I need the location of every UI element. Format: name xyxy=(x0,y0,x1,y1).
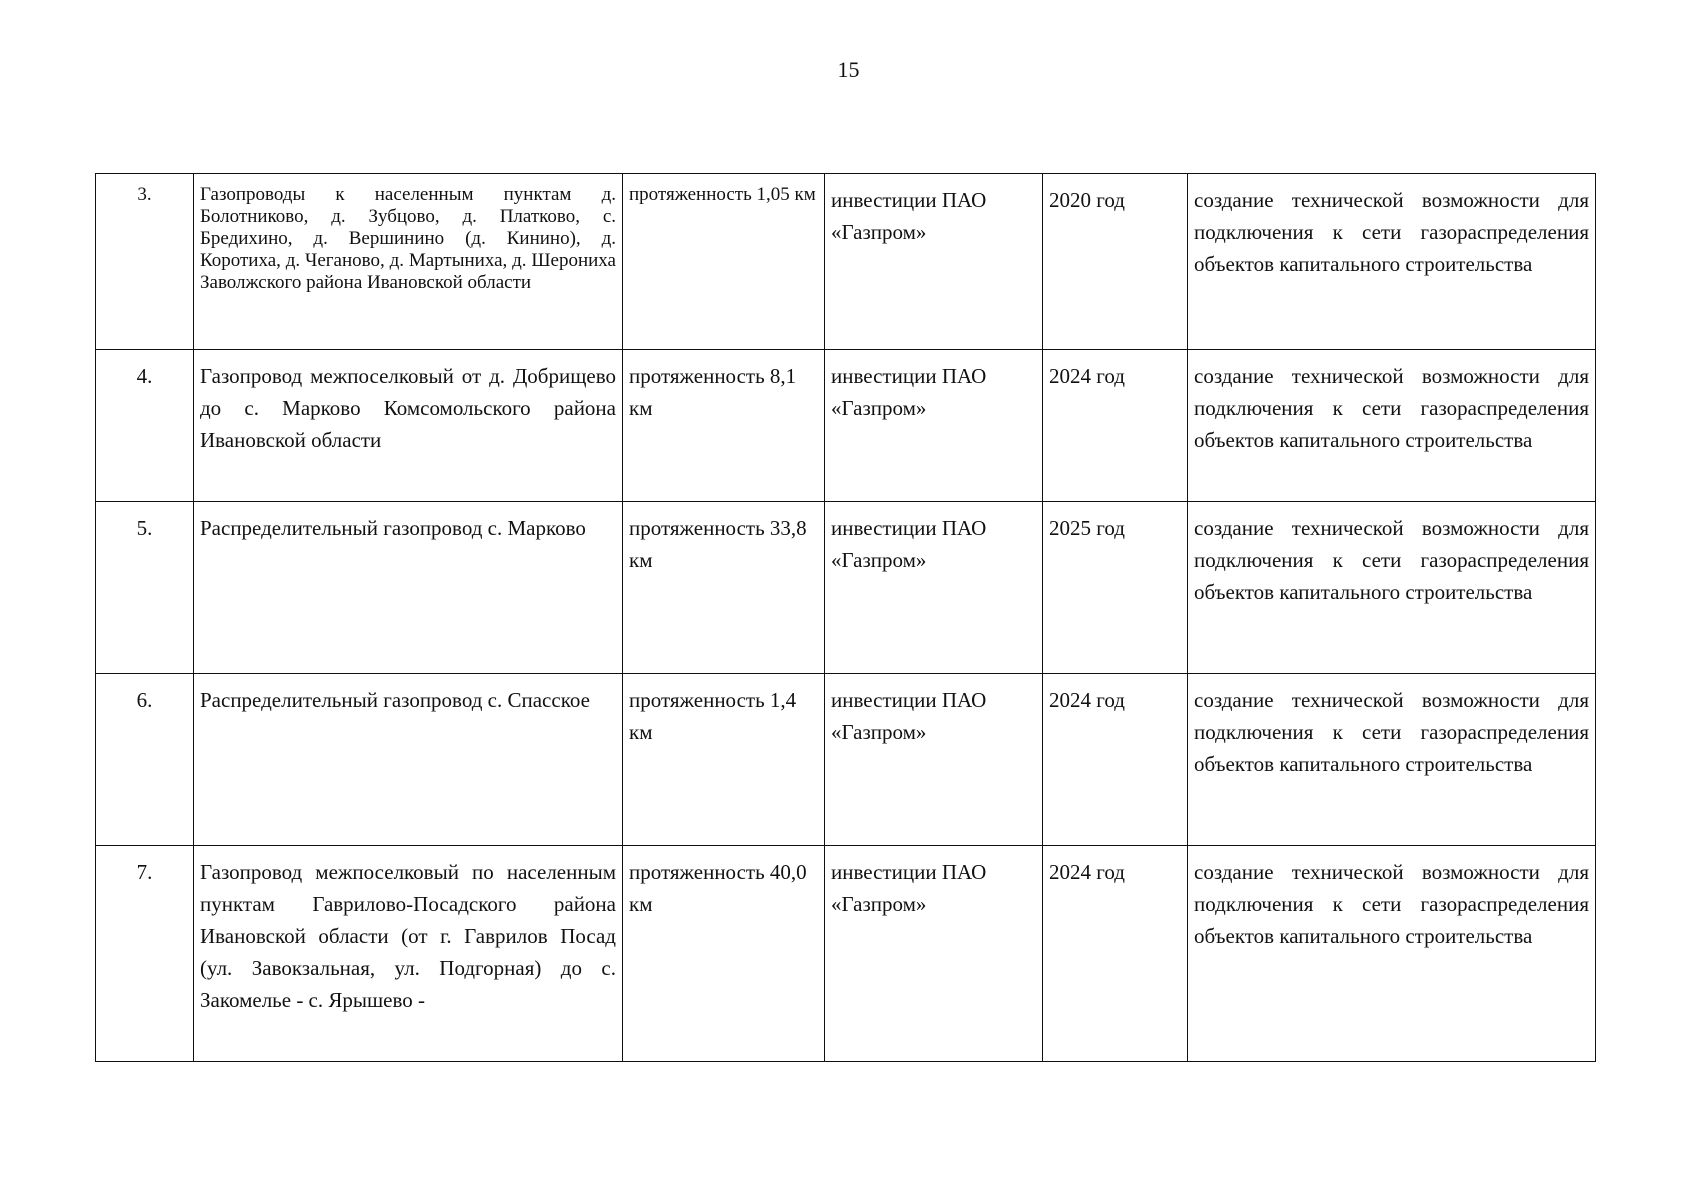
gas-pipeline-table xyxy=(95,173,1596,1062)
object-name: Газопроводы к населенным пунктам д. Болотниково, д. Зубцово, д. Платково, с. Бредихино, д. Вершинино (д. Кинино), д. Коротиха, д. Чеганово, д. Мартыниха, д. Шерониха Заволжского района Ивановской области xyxy=(194,174,623,350)
funding-source: инвестиции ПАО «Газпром» xyxy=(825,846,1043,1062)
object-name: Газопровод межпоселковый по населенным пунктам Гаврилово-Посадского района Ивановской области (от г. Гаврилов Посад (ул. Завокзальная, ул. Подгорная) до с. Закомелье - с. Ярышево - xyxy=(194,846,623,1062)
object-purpose: создание технической возможности для подключения к сети газораспределения объектов капитального строительства xyxy=(1188,846,1596,1062)
table-row xyxy=(96,674,1596,846)
object-length: протяженность 1,4 км xyxy=(623,674,825,846)
row-number: 7. xyxy=(96,846,194,1062)
table-row xyxy=(96,502,1596,674)
object-purpose: создание технической возможности для подключения к сети газораспределения объектов капитального строительства xyxy=(1188,674,1596,846)
table-row xyxy=(96,350,1596,502)
row-number: 5. xyxy=(96,502,194,674)
table-row xyxy=(96,846,1596,1062)
row-number: 6. xyxy=(96,674,194,846)
completion-year: 2025 год xyxy=(1043,502,1188,674)
object-name: Газопровод межпоселковый от д. Добрищево до с. Марково Комсомольского района Ивановской области xyxy=(194,350,623,502)
object-length: протяженность 1,05 км xyxy=(623,174,825,350)
row-number: 3. xyxy=(96,174,194,350)
object-name: Распределительный газопровод с. Марково xyxy=(194,502,623,674)
completion-year: 2024 год xyxy=(1043,674,1188,846)
object-length: протяженность 8,1 км xyxy=(623,350,825,502)
completion-year: 2020 год xyxy=(1043,174,1188,350)
object-length: протяженность 33,8 км xyxy=(623,502,825,674)
completion-year: 2024 год xyxy=(1043,846,1188,1062)
row-number: 4. xyxy=(96,350,194,502)
object-purpose: создание технической возможности для подключения к сети газораспределения объектов капитального строительства xyxy=(1188,350,1596,502)
page-number: 15 xyxy=(837,57,860,82)
table-row xyxy=(96,174,1596,350)
object-purpose: создание технической возможности для подключения к сети газораспределения объектов капитального строительства xyxy=(1188,502,1596,674)
funding-source: инвестиции ПАО «Газпром» xyxy=(825,674,1043,846)
object-purpose: создание технической возможности для подключения к сети газораспределения объектов капитального строительства xyxy=(1188,174,1596,350)
completion-year: 2024 год xyxy=(1043,350,1188,502)
object-length: протяженность 40,0 км xyxy=(623,846,825,1062)
object-name: Распределительный газопровод с. Спасское xyxy=(194,674,623,846)
funding-source: инвестиции ПАО «Газпром» xyxy=(825,350,1043,502)
funding-source: инвестиции ПАО «Газпром» xyxy=(825,502,1043,674)
funding-source: инвестиции ПАО «Газпром» xyxy=(825,174,1043,350)
